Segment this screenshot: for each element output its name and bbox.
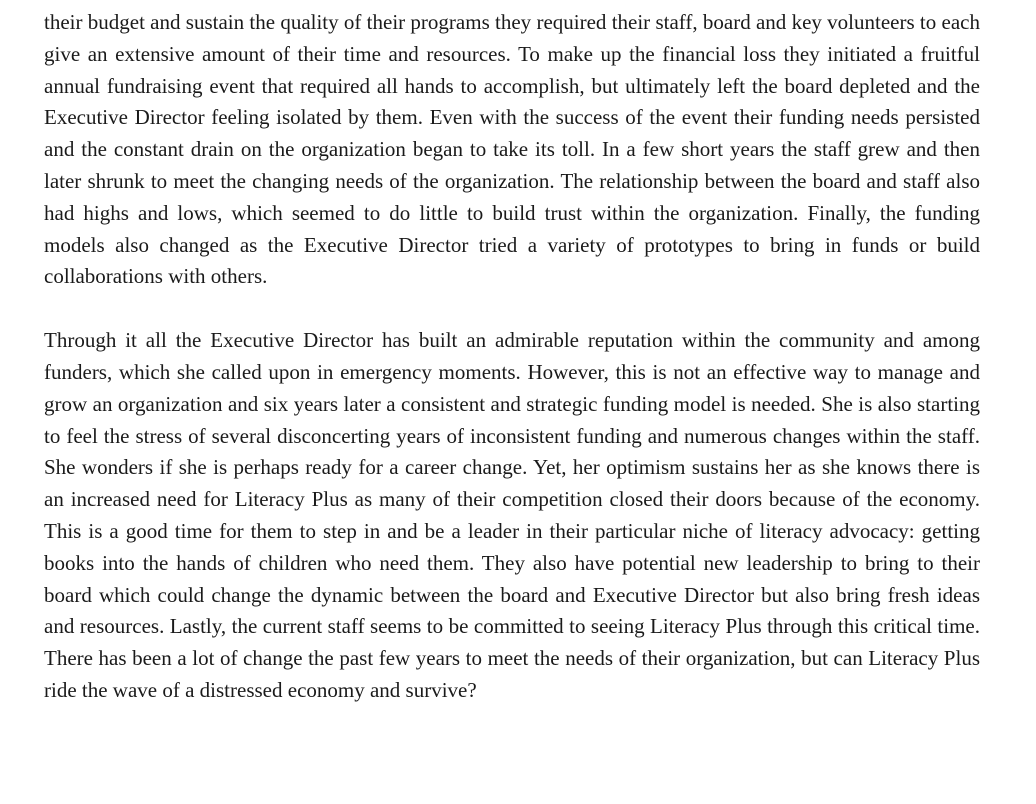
document-body: [44, 7, 980, 707]
paragraph-executive-director-outlook: Through it all the Executive Director has built an admirable reputation within the community and among funders, which she called upon in emergency moments. However, this is not an effective way to manage and grow an organization and six years later a consistent and strategic funding model is needed. She is also starting to feel the stress of several disconcerting years of inconsistent funding and numerous changes within the staff. She wonders if she is perhaps ready for a career change. Yet, her optimism sustains her as she knows there is an increased need for Literacy Plus as many of their competition closed their doors because of the economy. This is a good time for them to step in and be a leader in their particular niche of literacy advocacy: getting books into the hands of children who need them. They also have potential new leadership to bring to their board which could change the dynamic between the board and Executive Director but also bring fresh ideas and resources. Lastly, the current staff seems to be committed to seeing Literacy Plus through this critical time. There has been a lot of change the past few years to meet the needs of their organization, but can Literacy Plus ride the wave of a distressed economy and survive?: [44, 328, 980, 702]
paragraph-budget-history: their budget and sustain the quality of their programs they required their staff, board and key volunteers to each give an extensive amount of their time and resources. To make up the financial loss they initiated a fruitful annual fundraising event that required all hands to accomplish, but ultimately left the board depleted and the Executive Director feeling isolated by them. Even with the success of the event their funding needs persisted and the constant drain on the organization began to take its toll. In a few short years the staff grew and then later shrunk to meet the changing needs of the organization. The relationship between the board and staff also had highs and lows, which seemed to do little to build trust within the organization. Finally, the funding models also changed as the Executive Director tried a variety of prototypes to bring in funds or build collaborations with others.: [44, 10, 980, 289]
